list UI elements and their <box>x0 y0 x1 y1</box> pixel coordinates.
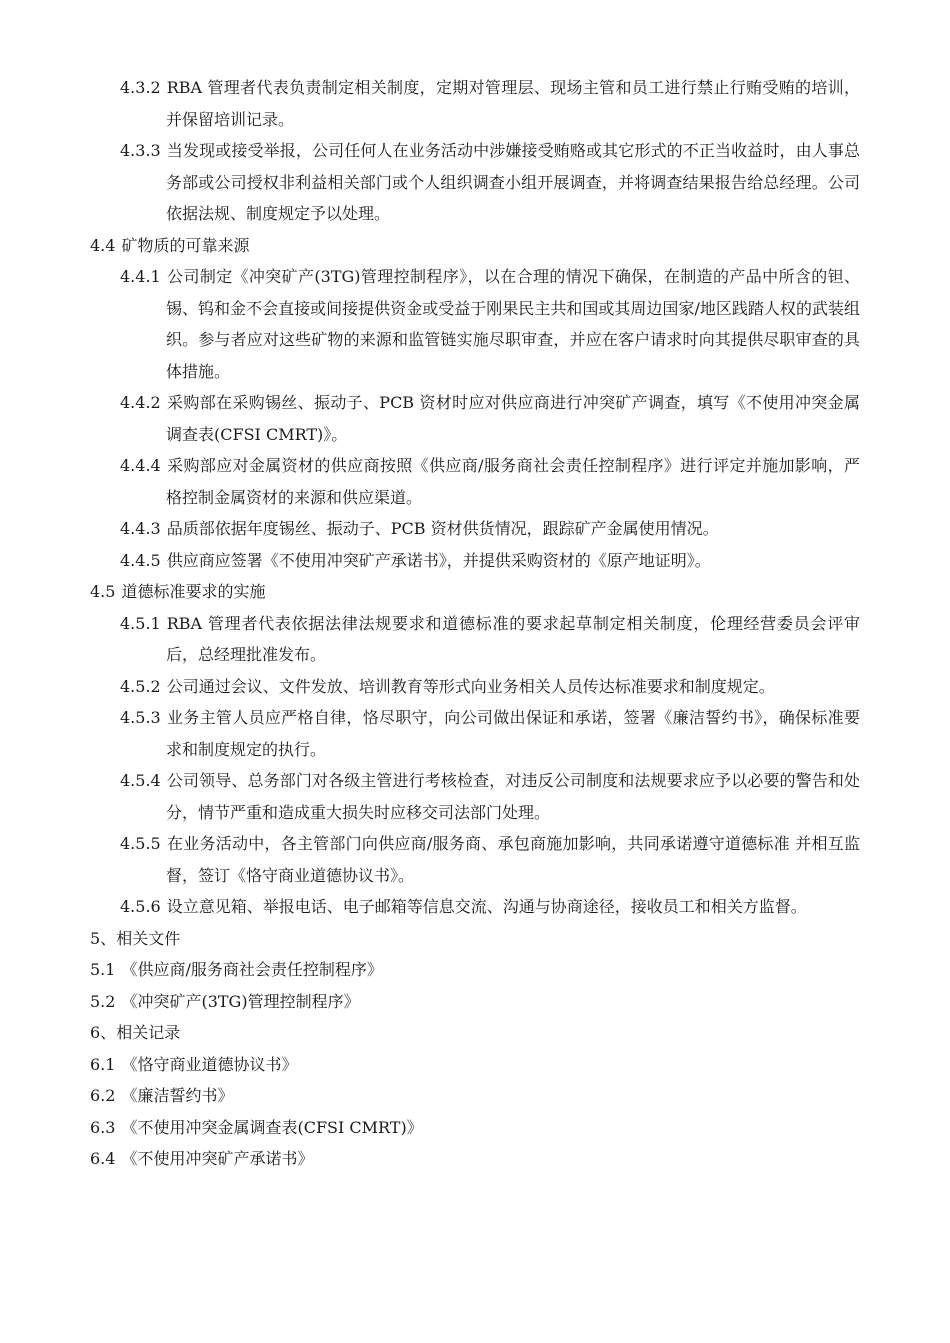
clause-text: 业务主管人员应严格自律，恪尽职守，向公司做出保证和承诺，签署《廉洁誓约书》，确保标准要求和制度规定的执行。 <box>166 708 860 759</box>
clause-text: 《不使用冲突金属调查表(CFSI CMRT)》 <box>121 1117 423 1137</box>
section-heading <box>90 954 860 986</box>
clause-number: 4.4.5 <box>120 550 161 570</box>
clause-item <box>90 450 860 513</box>
clause-text: 采购部在采购锡丝、振动子、PCB 资材时应对供应商进行冲突矿产调查，填写《不使用冲突金属调查表(CFSI CMRT)》。 <box>166 393 860 444</box>
clause-number: 6、 <box>90 1023 117 1042</box>
clause-number: 4.5.5 <box>120 834 161 853</box>
clause-item <box>90 828 860 891</box>
clause-text: 《供应商/服务商社会责任控制程序》 <box>121 960 383 979</box>
clause-number: 4.4.4 <box>120 456 161 475</box>
clause-number: 4.4 <box>90 235 116 255</box>
clause-number: 4.5.4 <box>120 771 161 790</box>
clause-number: 6.2 <box>90 1086 116 1105</box>
clause-item <box>90 702 860 765</box>
clause-number: 5、 <box>90 928 117 948</box>
section-heading <box>90 230 860 262</box>
clause-text: 相关文件 <box>116 928 181 948</box>
clause-text: 矿物质的可靠来源 <box>121 235 250 255</box>
section-heading <box>90 1112 860 1144</box>
section-heading <box>90 1080 860 1112</box>
clause-number: 5.2 <box>90 991 116 1011</box>
clause-item <box>90 72 860 135</box>
clause-text: 公司制定《冲突矿产(3TG)管理控制程序》，以在合理的情况下确保，在制造的产品中所含的钽、锡、钨和金不会直接或间接提供资金或受益于刚果民主共和国或其周边国家/地区践踏人权的武装组织。参与者应对这些矿物的来源和监管链实施尽职审查，并应在客户请求时向其提供尽职审查的具体措施。 <box>166 267 860 381</box>
clause-item <box>90 671 860 703</box>
clause-text: 公司通过会议、文件发放、培训教育等形式向业务相关人员传达标准要求和制度规定。 <box>166 676 775 696</box>
section-heading <box>90 1049 860 1081</box>
clause-number: 5.1 <box>90 960 116 979</box>
clause-number: 4.5 <box>90 582 116 601</box>
clause-number: 4.5.3 <box>120 708 161 727</box>
clause-text: 设立意见箱、举报电话、电子邮箱等信息交流、沟通与协商途径，接收员工和相关方监督。 <box>166 897 807 916</box>
clause-text: 当发现或接受举报，公司任何人在业务活动中涉嫌接受贿赂或其它形式的不正当收益时，由人事总务部或公司授权非利益相关部门或个人组织调查小组开展调查，并将调查结果报告给总经理。公司依据法规、制度规定予以处理。 <box>166 141 860 223</box>
clause-item <box>90 513 860 545</box>
clause-text: 采购部应对金属资材的供应商按照《供应商/服务商社会责任控制程序》进行评定并施加影响，严格控制金属资材的来源和供应渠道。 <box>166 456 860 507</box>
clause-text: 相关记录 <box>116 1023 181 1042</box>
clause-text: 品质部依据年度锡丝、振动子、PCB 资材供货情况，跟踪矿产金属使用情况。 <box>166 519 719 538</box>
clause-item <box>90 608 860 671</box>
clause-item <box>90 135 860 230</box>
clause-text: 公司领导、总务部门对各级主管进行考核检查，对违反公司制度和法规要求应予以必要的警告和处分，情节严重和造成重大损失时应移交司法部门处理。 <box>166 771 860 822</box>
clause-number: 4.3.2 <box>120 78 161 97</box>
section-heading <box>90 986 860 1018</box>
clause-text: 在业务活动中，各主管部门向供应商/服务商、承包商施加影响，共同承诺遵守道德标准 并相互监督，签订《恪守商业道德协议书》。 <box>166 834 860 885</box>
document-body <box>90 72 860 1175</box>
section-heading <box>90 1017 860 1049</box>
clause-text: 供应商应签署《不使用冲突矿产承诺书》，并提供采购资材的《原产地证明》。 <box>166 550 711 570</box>
section-heading <box>90 1143 860 1175</box>
clause-text: 《廉洁誓约书》 <box>121 1086 234 1105</box>
clause-text: RBA 管理者代表负责制定相关制度，定期对管理层、现场主管和员工进行禁止行贿受贿的培训，并保留培训记录。 <box>166 78 860 129</box>
clause-number: 4.5.2 <box>120 676 161 696</box>
clause-number: 4.3.3 <box>120 141 161 160</box>
clause-number: 4.4.2 <box>120 393 161 412</box>
clause-number: 4.5.1 <box>120 613 161 633</box>
clause-number: 6.1 <box>90 1054 116 1074</box>
clause-number: 4.5.6 <box>120 897 161 916</box>
clause-text: 《冲突矿产(3TG)管理控制程序》 <box>121 991 360 1011</box>
clause-item <box>90 545 860 577</box>
clause-item <box>90 261 860 387</box>
section-heading <box>90 576 860 608</box>
clause-number: 6.4 <box>90 1149 116 1168</box>
clause-item <box>90 891 860 923</box>
clause-number: 6.3 <box>90 1117 116 1137</box>
clause-item <box>90 765 860 828</box>
clause-text: 道德标准要求的实施 <box>121 582 266 601</box>
clause-text: 《恪守商业道德协议书》 <box>121 1054 298 1074</box>
clause-number: 4.4.1 <box>120 267 161 286</box>
section-heading <box>90 923 860 955</box>
clause-item <box>90 387 860 450</box>
clause-text: RBA 管理者代表依据法律法规要求和道德标准的要求起草制定相关制度，伦理经营委员会评审后，总经理批准发布。 <box>166 613 860 664</box>
clause-number: 4.4.3 <box>120 519 161 538</box>
clause-text: 《不使用冲突矿产承诺书》 <box>121 1149 314 1168</box>
